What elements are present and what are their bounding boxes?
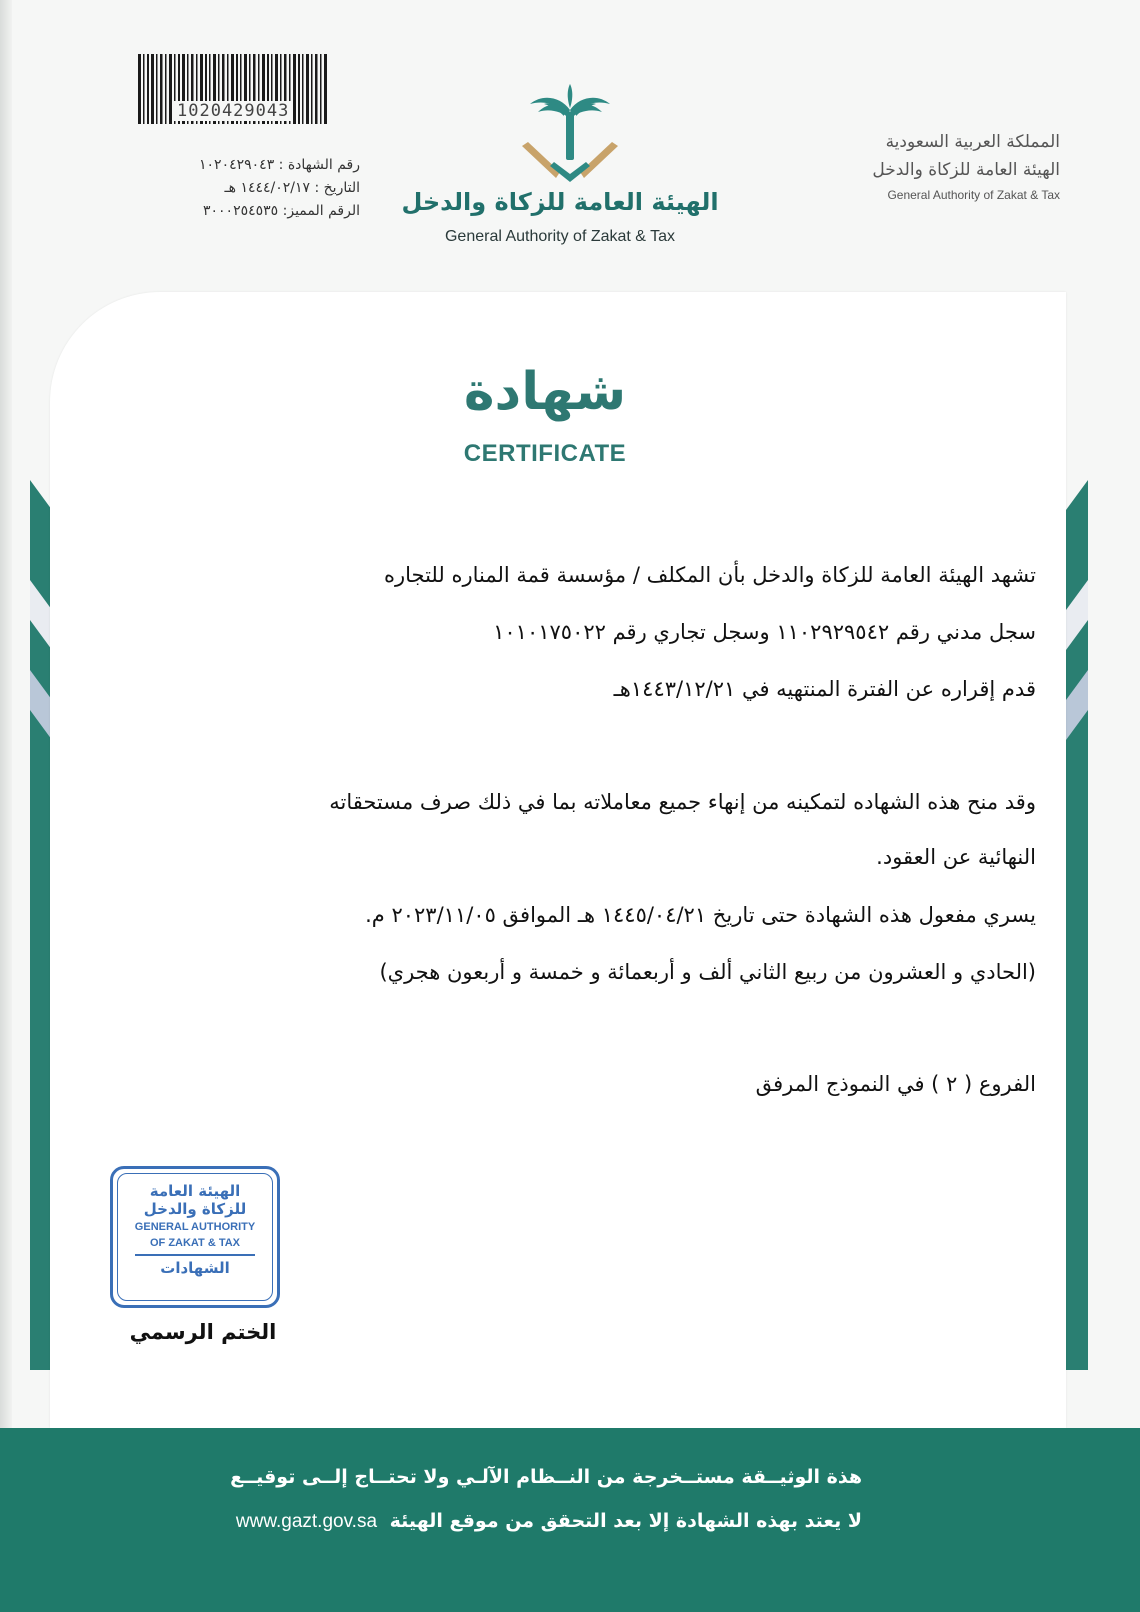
stamp-text: للزكاة والدخل [143,1200,247,1218]
stamp-department: الشهادات [160,1258,230,1277]
authority-name-ar: الهيئة العامة للزكاة والدخل [872,160,1060,180]
paper-edge [0,0,12,1612]
barcode [138,54,330,124]
certificate-line: يسري مفعول هذه الشهادة حتى تاريخ ١٤٤٥/٠٤/٢١ هـ الموافق ٢٠٢٣/١١/٠٥ م. [365,903,1036,927]
stamp-text-en: GENERAL AUTHORITY [134,1221,256,1233]
stamp-text-en: OF ZAKAT & TAX [149,1237,241,1249]
logo-arabic-name: الهيئة العامة للزكاة والدخل [401,188,719,216]
official-stamp-inner [117,1173,273,1301]
official-seal-label: الختم الرسمي [129,1320,277,1344]
footer-verify-text: لا يعتد بهذه الشهادة إلا بعد التحقق من موقع الهيئة [389,1510,862,1532]
certificate-number: رقم الشهادة : ١٠٢٠٤٢٩٠٤٣ [199,157,360,173]
barcode-number: 1020429043 [174,101,292,121]
right-decorative-band [1066,470,1096,1370]
authority-name-en: General Authority of Zakat & Tax [887,188,1060,202]
certificate-line: قدم إقراره عن الفترة المنتهيه في ١٤٤٣/١٢/٢١هـ [613,677,1036,701]
certificate-line: النهائية عن العقود. [876,845,1036,869]
certificate-line: سجل مدني رقم ١١٠٢٩٢٩٥٤٢ وسجل تجاري رقم ١٠١٠١٧٥٠٢٢ [493,620,1036,644]
certificate-title-en: CERTIFICATE [463,440,627,467]
stamp-text: الهيئة العامة [149,1182,241,1200]
certificate-date: التاريخ : ١٤٤٤/٠٢/١٧ هـ [224,180,360,196]
certificate-meta [140,154,360,223]
official-stamp [110,1166,280,1308]
branches-line: الفروع ( ٢ ) في النموذج المرفق [755,1072,1036,1096]
certificate-title-ar: شهادة [463,362,627,422]
logo-english-name: General Authority of Zakat & Tax [444,228,676,245]
distinct-number: الرقم المميز: ٣٠٠٠٢٥٤٥٣٥ [202,203,360,219]
certificate-line: وقد منح هذه الشهاده لتمكينه من إنهاء جميع معاملاته بما في ذلك صرف مستحقاته [329,790,1036,814]
palm-swords-logo-icon [520,82,620,192]
certificate-line: (الحادي و العشرون من ربيع الثاني ألف و أربعمائة و خمسة و أربعون هجري) [379,960,1036,984]
issuer-block [790,128,1060,202]
stamp-divider [135,1254,255,1256]
footer-website-link[interactable]: www.gazt.gov.sa [235,1511,378,1532]
footer-verify [235,1510,862,1533]
kingdom-name: المملكة العربية السعودية [885,132,1060,152]
certificate-line: تشهد الهيئة العامة للزكاة والدخل بأن المكلف / مؤسسة قمة المناره للتجاره [383,563,1036,587]
footer-notice: هذة الوثيــقة مستــخرجة من النــظام الآلـي ولا تحتــاج إلــى توقيــع [230,1466,862,1488]
